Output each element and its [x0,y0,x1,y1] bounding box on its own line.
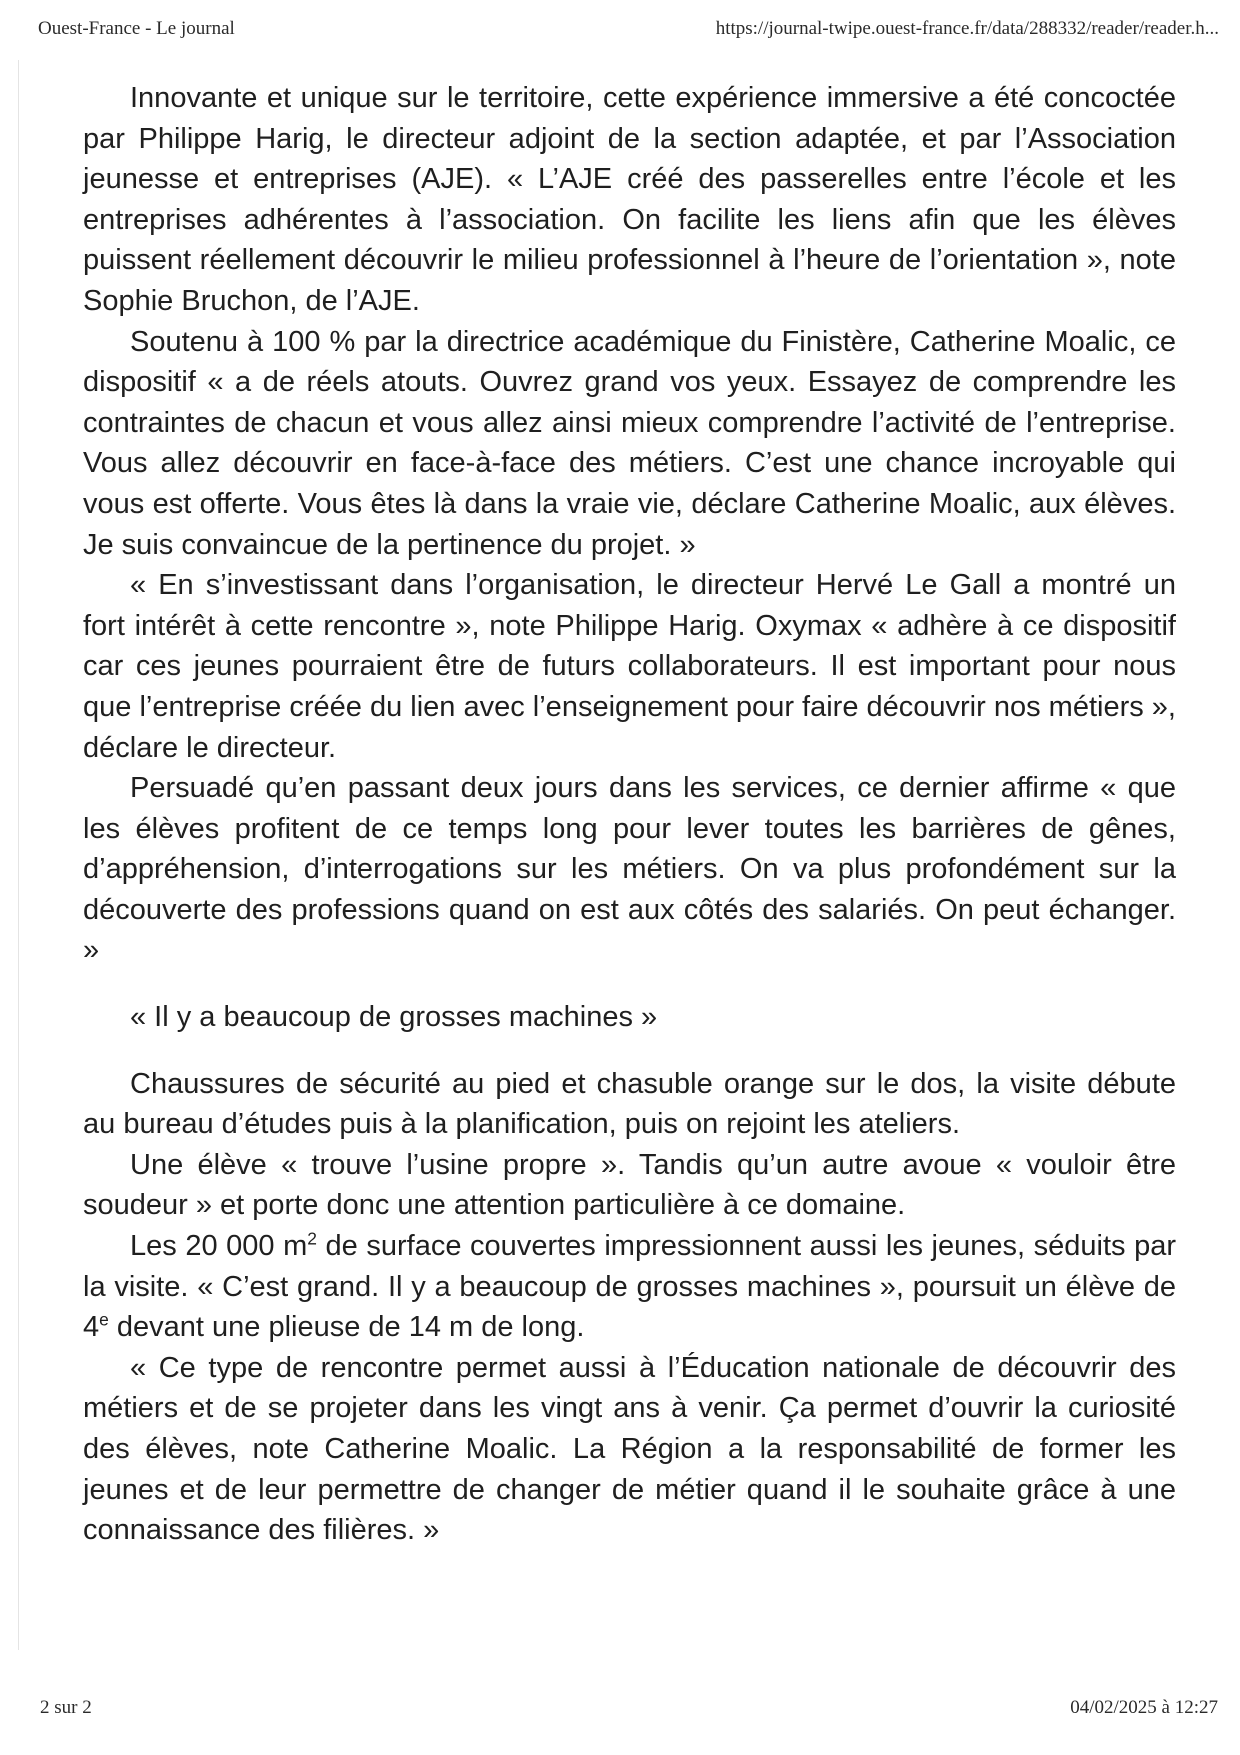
article-body [83,78,1176,1551]
article-paragraph: « Ce type de rencontre permet aussi à l’Éducation nationale de découvrir des métiers et de se projeter dans les vingt ans à venir. Ça permet d’ouvrir la curiosité des élèves, note Catherine Moalic. La Région a la responsabilité de former les jeunes et de leur permettre de changer de métier quand il le souhaite grâce à une connaissance des filières. » [83,1351,1176,1547]
article-paragraph: Innovante et unique sur le territoire, cette expérience immersive a été concoctée par Philippe Harig, le directeur adjoint de la section adaptée, et par l’Association jeunesse et entreprises (AJE). « L’AJE créé des passerelles entre l’école et les entreprises adhérentes à l’association. On facilite les liens afin que les élèves puissent réellement découvrir le milieu professionnel à l’heure de l’orientation », note Sophie Bruchon, de l’AJE. [83,82,1176,317]
article-paragraph: Chaussures de sécurité au pied et chasuble orange sur le dos, la visite débute au bureau d’études puis à la planification, puis on rejoint les ateliers. [83,1067,1176,1141]
surface-text-start: Les 20 000 m [130,1230,308,1263]
article-paragraph: Une élève « trouve l’usine propre ». Tandis qu’un autre avoue « vouloir être soudeur » et porte donc une attention particulière à ce domaine. [83,1148,1176,1222]
grade-superscript: e [99,1309,109,1330]
square-superscript: 2 [307,1228,317,1249]
article-subheading: « Il y a beaucoup de grosses machines » [130,1001,658,1034]
surface-text-middle: de surface couvertes impressionnent aussi les jeunes, séduits par la visite. « C’est grand. Il y a beaucoup de grosses machines », poursuit un élève de 4 [83,1230,1176,1344]
page-left-edge-line [18,60,19,1650]
print-footer-timestamp: 04/02/2025 à 12:27 [1070,1697,1218,1718]
surface-text-end: devant une plieuse de 14 m de long. [108,1311,585,1344]
article-paragraph: « En s’investissant dans l’organisation, le directeur Hervé Le Gall a montré un fort intérêt à cette rencontre », note Philippe Harig. Oxymax « adhère à ce dispositif car ces jeunes pourraient être de futurs collaborateurs. Il est important pour nous que l’entreprise créée du lien avec l’enseignement pour faire découvrir nos métiers », déclare le directeur. [83,569,1176,764]
print-header-site-title: Ouest-France - Le journal [38,18,235,39]
print-footer-page-count: 2 sur 2 [40,1697,92,1718]
article-paragraph: Soutenu à 100 % par la directrice académique du Finistère, Catherine Moalic, ce dispositif « a de réels atouts. Ouvrez grand vos yeux. Essayez de comprendre les contraintes de chacun et vous allez ainsi mieux comprendre l’activité de l’entreprise. Vous allez découvrir en face-à-face des métiers. C’est une chance incroyable qui vous est offerte. Vous êtes là dans la vraie vie, déclare Catherine Moalic, aux élèves. Je suis convaincue de la pertinence du projet. » [83,325,1176,561]
print-header-url: https://journal-twipe.ouest-france.fr/data/288332/reader/reader.h... [715,18,1219,39]
article-paragraph-surface [83,1226,1176,1348]
article-paragraph: Persuadé qu’en passant deux jours dans les services, ce dernier affirme « que les élèves profitent de ce temps long pour lever toutes les barrières de gênes, d’appréhension, d’interrogations sur les métiers. On va plus profondément sur la découverte des professions quand on est aux côtés des salariés. On peut échanger. » [83,772,1176,967]
